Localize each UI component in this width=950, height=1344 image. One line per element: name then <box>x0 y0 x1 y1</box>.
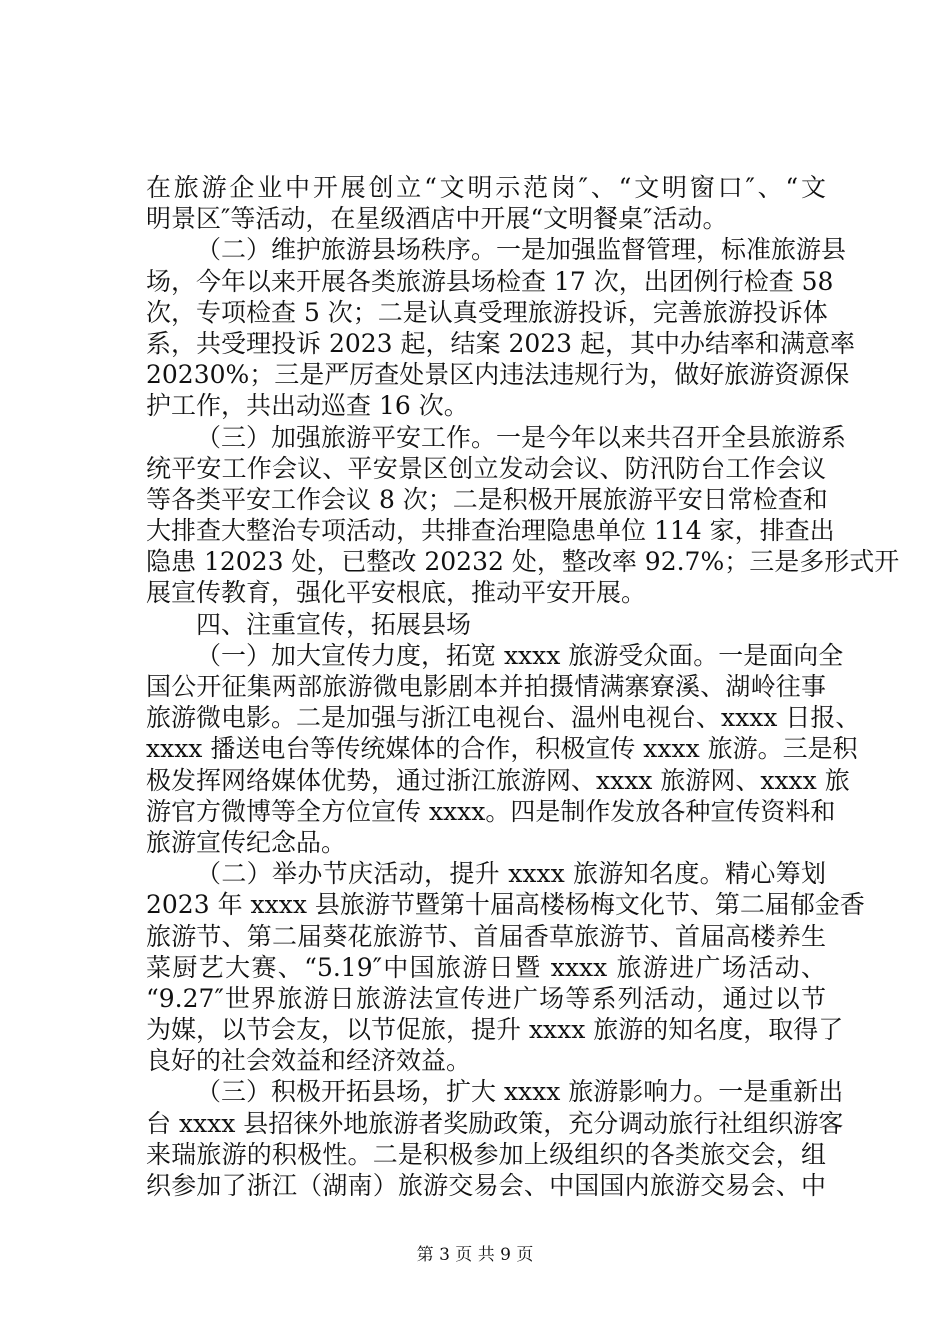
text-line: xxxx 播送电台等传统媒体的合作，积极宣传 xxxx 旅游。三是积 <box>146 734 858 764</box>
text-line: （三）加强旅游平安工作。一是今年以来共召开全县旅游系 <box>196 422 847 452</box>
document-body <box>146 172 900 1201</box>
text-line: （一）加大宣传力度，拓宽 xxxx 旅游受众面。一是面向全 <box>196 640 844 670</box>
text-line: 等各类平安工作会议 8 次；二是积极开展旅游平安日常检查和 <box>146 484 828 514</box>
text-line: 护工作，共出动巡查 16 次。 <box>146 391 469 421</box>
text-line: 台 xxxx 县招徕外地旅游者奖励政策，充分调动旅行社组织游客 <box>146 1108 844 1138</box>
text-line: 展宣传教育，强化平安根底，推动平安开展。 <box>146 578 647 608</box>
text-line: 四、注重宣传，拓展县场 <box>196 609 472 639</box>
text-line: 在旅游企业中开展创立“文明示范岗″、“文明窗口″、“文 <box>146 173 826 202</box>
text-line: “9.27″世界旅游日旅游法宣传进广场等系列活动，通过以节 <box>146 983 826 1013</box>
text-line: 良好的社会效益和经济效益。 <box>146 1046 472 1076</box>
text-line: 旅游微电影。二是加强与浙江电视台、温州电视台、xxxx 日报、 <box>146 703 861 733</box>
text-line: 系，共受理投诉 2023 起，结案 2023 起，其中办结率和满意率 <box>146 328 856 358</box>
text-line: 来瑞旅游的积极性。二是积极参加上级组织的各类旅交会，组 <box>146 1139 826 1169</box>
text-line: 20230%；三是严厉查处景区内违法违规行为，做好旅游资源保 <box>146 360 850 390</box>
text-line: 为媒，以节会友，以节促旅，提升 xxxx 旅游的知名度，取得了 <box>146 1015 844 1045</box>
text-line: （三）积极开拓县场，扩大 xxxx 旅游影响力。一是重新出 <box>196 1077 844 1107</box>
text-line: 旅游节、第二届葵花旅游节、首届香草旅游节、首届高楼养生 <box>146 921 826 951</box>
text-line: 菜厨艺大赛、“5.19″中国旅游日暨 xxxx 旅游进广场活动、 <box>146 952 826 982</box>
text-line: （二）维护旅游县场秩序。一是加强监督管理，标准旅游县 <box>196 235 847 265</box>
text-line: 国公开征集两部旅游微电影剧本并拍摄情满寨寮溪、湖岭往事 <box>146 672 826 701</box>
page-footer: 第 3 页 共 9 页 <box>416 1245 534 1265</box>
text-line: 大排查大整治专项活动，共排查治理隐患单位 114 家，排查出 <box>146 516 835 546</box>
text-line: 明景区″等活动，在星级酒店中开展“文明餐桌″活动。 <box>146 204 728 234</box>
text-line: （二）举办节庆活动，提升 xxxx 旅游知名度。精心筹划 <box>196 859 826 889</box>
text-line: 隐患 12023 处，已整改 20232 处，整改率 92.7%；三是多形式开 <box>146 547 900 577</box>
text-line: 次，专项检查 5 次；二是认真受理旅游投诉，完善旅游投诉体 <box>146 297 828 327</box>
text-line: 场，今年以来开展各类旅游县场检查 17 次，出团例行检查 58 <box>146 266 834 296</box>
text-line: 极发挥网络媒体优势，通过浙江旅游网、xxxx 旅游网、xxxx 旅 <box>146 765 850 795</box>
text-line: 2023 年 xxxx 县旅游节暨第十届高楼杨梅文化节、第二届郁金香 <box>146 890 865 920</box>
text-line: 统平安工作会议、平安景区创立发动会议、防汛防台工作会议 <box>146 453 826 483</box>
text-line: 游官方微博等全方位宣传 xxxx。四是制作发放各种宣传资料和 <box>146 796 836 826</box>
text-line: 旅游宣传纪念品。 <box>146 827 347 857</box>
text-line: 织参加了浙江（湖南）旅游交易会、中国国内旅游交易会、中 <box>146 1171 826 1200</box>
